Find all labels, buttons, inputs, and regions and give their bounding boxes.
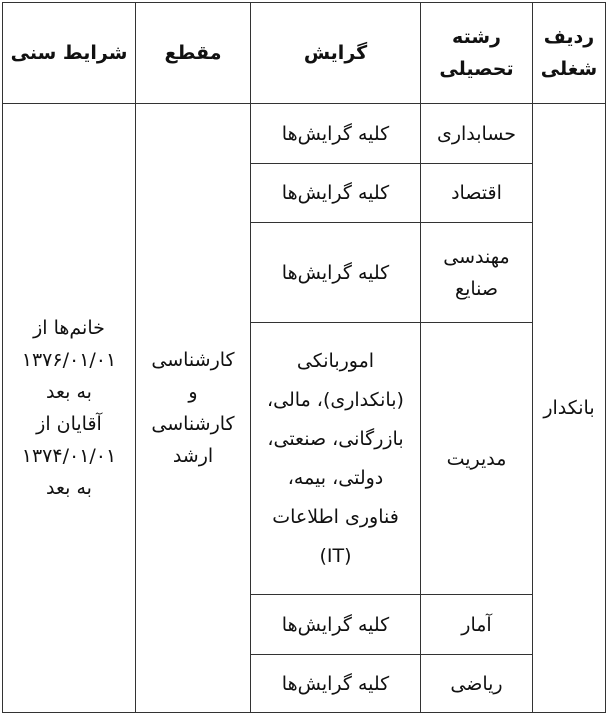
specialization-line: کلیه گرایش‌ها xyxy=(281,122,390,145)
specialization-cell xyxy=(251,655,421,713)
header-job-row-line: شغلی xyxy=(540,58,598,80)
specialization-line: (IT) xyxy=(319,544,352,567)
field-cell xyxy=(421,655,533,713)
header-field xyxy=(421,3,533,104)
job-cell: بانکدار xyxy=(533,104,606,713)
specialization-line: (بانکداری)، مالی، xyxy=(267,388,404,411)
header-field-line: رشته xyxy=(452,26,501,48)
age-line: آقایان از xyxy=(36,413,102,435)
age-line: ۱۳۷۶/۰۱/۰۱ xyxy=(21,349,117,371)
degree-line: کارشناسی xyxy=(151,413,235,435)
specialization-line: کلیه گرایش‌ها xyxy=(281,613,390,636)
degree-cell xyxy=(136,104,251,713)
degree-line: ارشد xyxy=(172,445,214,467)
field-cell xyxy=(421,223,533,323)
field-cell xyxy=(421,164,533,223)
field-cell xyxy=(421,595,533,655)
age-line: خانم‌ها از xyxy=(33,317,105,339)
age-line: ۱۳۷۴/۰۱/۰۱ xyxy=(21,445,117,467)
specialization-line: دولتی، بیمه، xyxy=(287,466,384,489)
age-line: به بعد xyxy=(46,477,92,499)
field-cell xyxy=(421,323,533,595)
header-specialization: گرایش xyxy=(251,3,421,104)
specialization-cell xyxy=(251,223,421,323)
specialization-line: کلیه گرایش‌ها xyxy=(281,261,390,284)
specialization-cell xyxy=(251,164,421,223)
field-cell xyxy=(421,104,533,164)
field-line: ریاضی xyxy=(450,672,503,695)
header-job-row xyxy=(533,3,606,104)
header-age-conditions: شرایط سنی xyxy=(3,3,136,104)
age-line: به بعد xyxy=(46,381,92,403)
specialization-line: فناوری اطلاعات xyxy=(272,505,399,528)
specialization-cell xyxy=(251,104,421,164)
table-row xyxy=(3,104,606,164)
field-line: آمار xyxy=(461,613,492,636)
field-line: حسابداری xyxy=(436,122,517,145)
field-line: مدیریت xyxy=(446,447,507,470)
header-field-line: تحصیلی xyxy=(439,58,514,80)
specialization-line: بازرگانی، صنعتی، xyxy=(267,427,404,450)
age-conditions-cell xyxy=(3,104,136,713)
specialization-cell xyxy=(251,323,421,595)
header-degree: مقطع xyxy=(136,3,251,104)
degree-line: و xyxy=(188,381,198,403)
header-job-row-line: ردیف xyxy=(543,26,595,48)
specialization-line: کلیه گرایش‌ها xyxy=(281,182,390,204)
specialization-line: اموربانکی xyxy=(296,349,375,372)
specialization-line: کلیه گرایش‌ها xyxy=(281,672,390,695)
header-row xyxy=(3,3,606,104)
specialization-cell xyxy=(251,595,421,655)
degree-line: کارشناسی xyxy=(151,349,235,371)
job-requirements-table xyxy=(2,2,606,713)
field-line: مهندسی xyxy=(443,245,510,268)
field-line: صنایع xyxy=(454,277,499,300)
field-line: اقتصاد xyxy=(451,182,502,204)
